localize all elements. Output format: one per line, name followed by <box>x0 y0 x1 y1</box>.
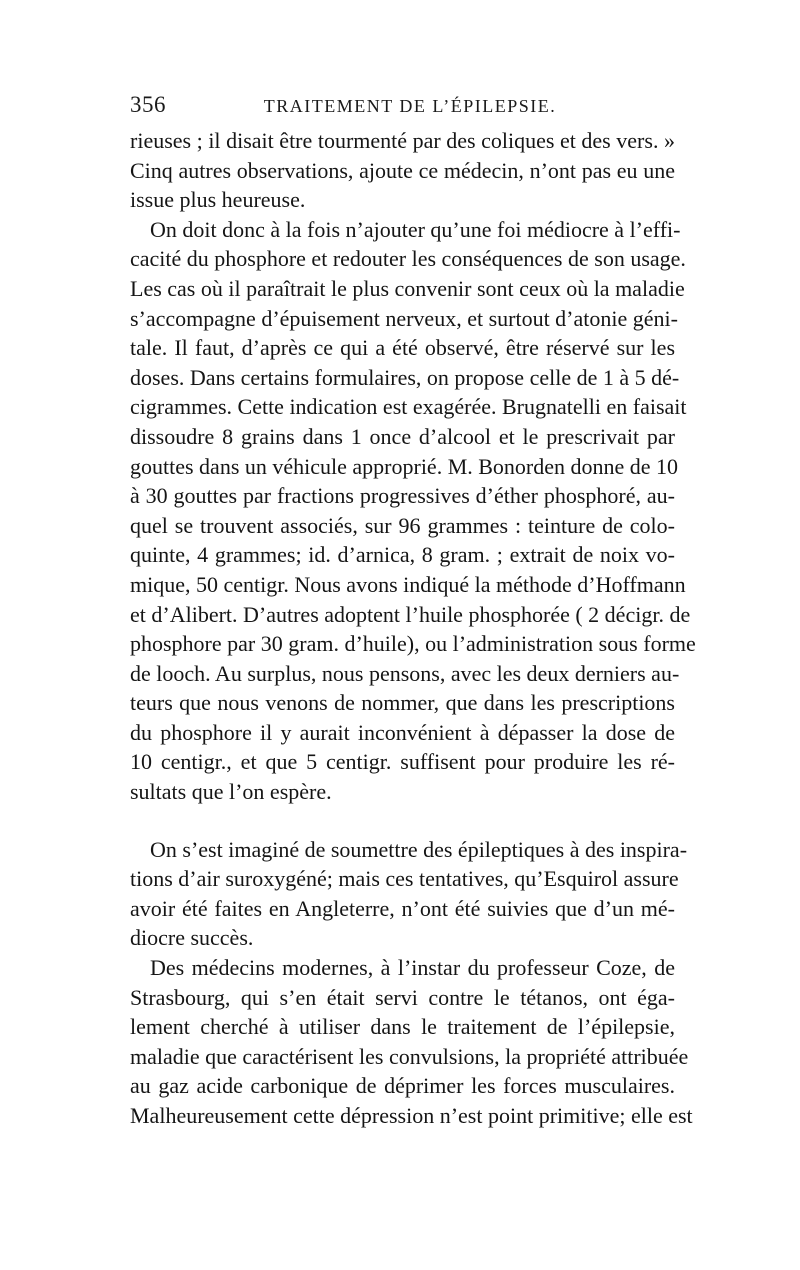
text-line: doses. Dans certains formulaires, on propose celle de 1 à 5 dé- <box>130 364 680 390</box>
text-line: tale. Il faut, d’après ce qui a été observé, être réservé sur les <box>130 335 675 361</box>
text-line: s’accompagne d’épuisement nerveux, et surtout d’atonie géni- <box>130 305 678 331</box>
text-line: rieuses ; il disait être tourmenté par des coliques et des vers. » <box>130 128 675 153</box>
text-line: à 30 gouttes par fractions progressives d’éther phosphoré, au- <box>130 483 675 509</box>
text-line: Des médecins modernes, à l’instar du professeur Coze, de <box>150 955 675 981</box>
text-line: tions d’air suroxygéné; mais ces tentatives, qu’Esquirol assure <box>130 866 679 892</box>
text-line: cacité du phosphore et redouter les conséquences de son usage. <box>130 246 686 272</box>
running-title: TRAITEMENT DE L’ÉPILEPSIE. <box>263 96 557 116</box>
paragraph <box>130 215 696 807</box>
text-line: du phosphore il y aurait inconvénient à dépasser la dose de <box>130 719 675 745</box>
text-line: issue plus heureuse. <box>130 187 306 213</box>
text-line: et d’Alibert. D’autres adoptent l’huile phosphorée ( 2 décigr. de <box>130 601 691 627</box>
page-number: 356 <box>130 92 166 117</box>
text-line: quinte, 4 grammes; id. d’arnica, 8 gram. ; extrait de noix vo- <box>130 542 675 568</box>
text-line: au gaz acide carbonique de déprimer les forces musculaires. <box>130 1073 675 1099</box>
text-line: Les cas où il paraîtrait le plus convenir sont ceux où la maladie <box>130 275 685 301</box>
text-line: On doit donc à la fois n’ajouter qu’une foi médiocre à l’effi- <box>150 216 681 242</box>
text-line: lement cherché à utiliser dans le traitement de l’épilepsie, <box>130 1014 675 1040</box>
text-line: avoir été faites en Angleterre, n’ont été suivies que d’un mé- <box>130 895 675 921</box>
text-line: sultats que l’on espère. <box>130 779 332 805</box>
text-line: maladie que caractérisent les convulsions, la propriété attribuée <box>130 1043 689 1069</box>
text-line: On s’est imaginé de soumettre des épileptiques à des inspira- <box>150 836 688 862</box>
text-line: de looch. Au surplus, nous pensons, avec les deux derniers au- <box>130 660 680 686</box>
body-text <box>130 126 696 1131</box>
paragraph <box>130 953 693 1131</box>
text-line: gouttes dans un véhicule approprié. M. Bonorden donne de 10 <box>130 453 679 479</box>
paragraph-gap <box>130 807 675 835</box>
text-line: quel se trouvent associés, sur 96 grammes : teinture de colo- <box>130 512 675 538</box>
text-line: 10 centigr., et que 5 centigr. suffisent pour produire les ré- <box>130 749 675 775</box>
text-line: Strasbourg, qui s’en était servi contre le tétanos, ont éga- <box>130 984 675 1010</box>
text-line: teurs que nous venons de nommer, que dans les prescriptions <box>130 690 675 716</box>
text-line: dissoudre 8 grains dans 1 once d’alcool et le prescrivait par <box>130 423 675 449</box>
page-header <box>130 92 675 122</box>
text-line: Cinq autres observations, ajoute ce médecin, n’ont pas eu une <box>130 157 675 183</box>
paragraph <box>130 835 688 953</box>
text-line: Malheureusement cette dépression n’est point primitive; elle est <box>130 1103 693 1128</box>
text-line: mique, 50 centigr. Nous avons indiqué la méthode d’Hoffmann <box>130 571 686 597</box>
text-line: cigrammes. Cette indication est exagérée. Brugnatelli en faisait <box>130 394 687 420</box>
text-line: phosphore par 30 gram. d’huile), ou l’administration sous forme <box>130 631 696 657</box>
paragraph <box>130 126 675 215</box>
text-line: diocre succès. <box>130 925 254 951</box>
